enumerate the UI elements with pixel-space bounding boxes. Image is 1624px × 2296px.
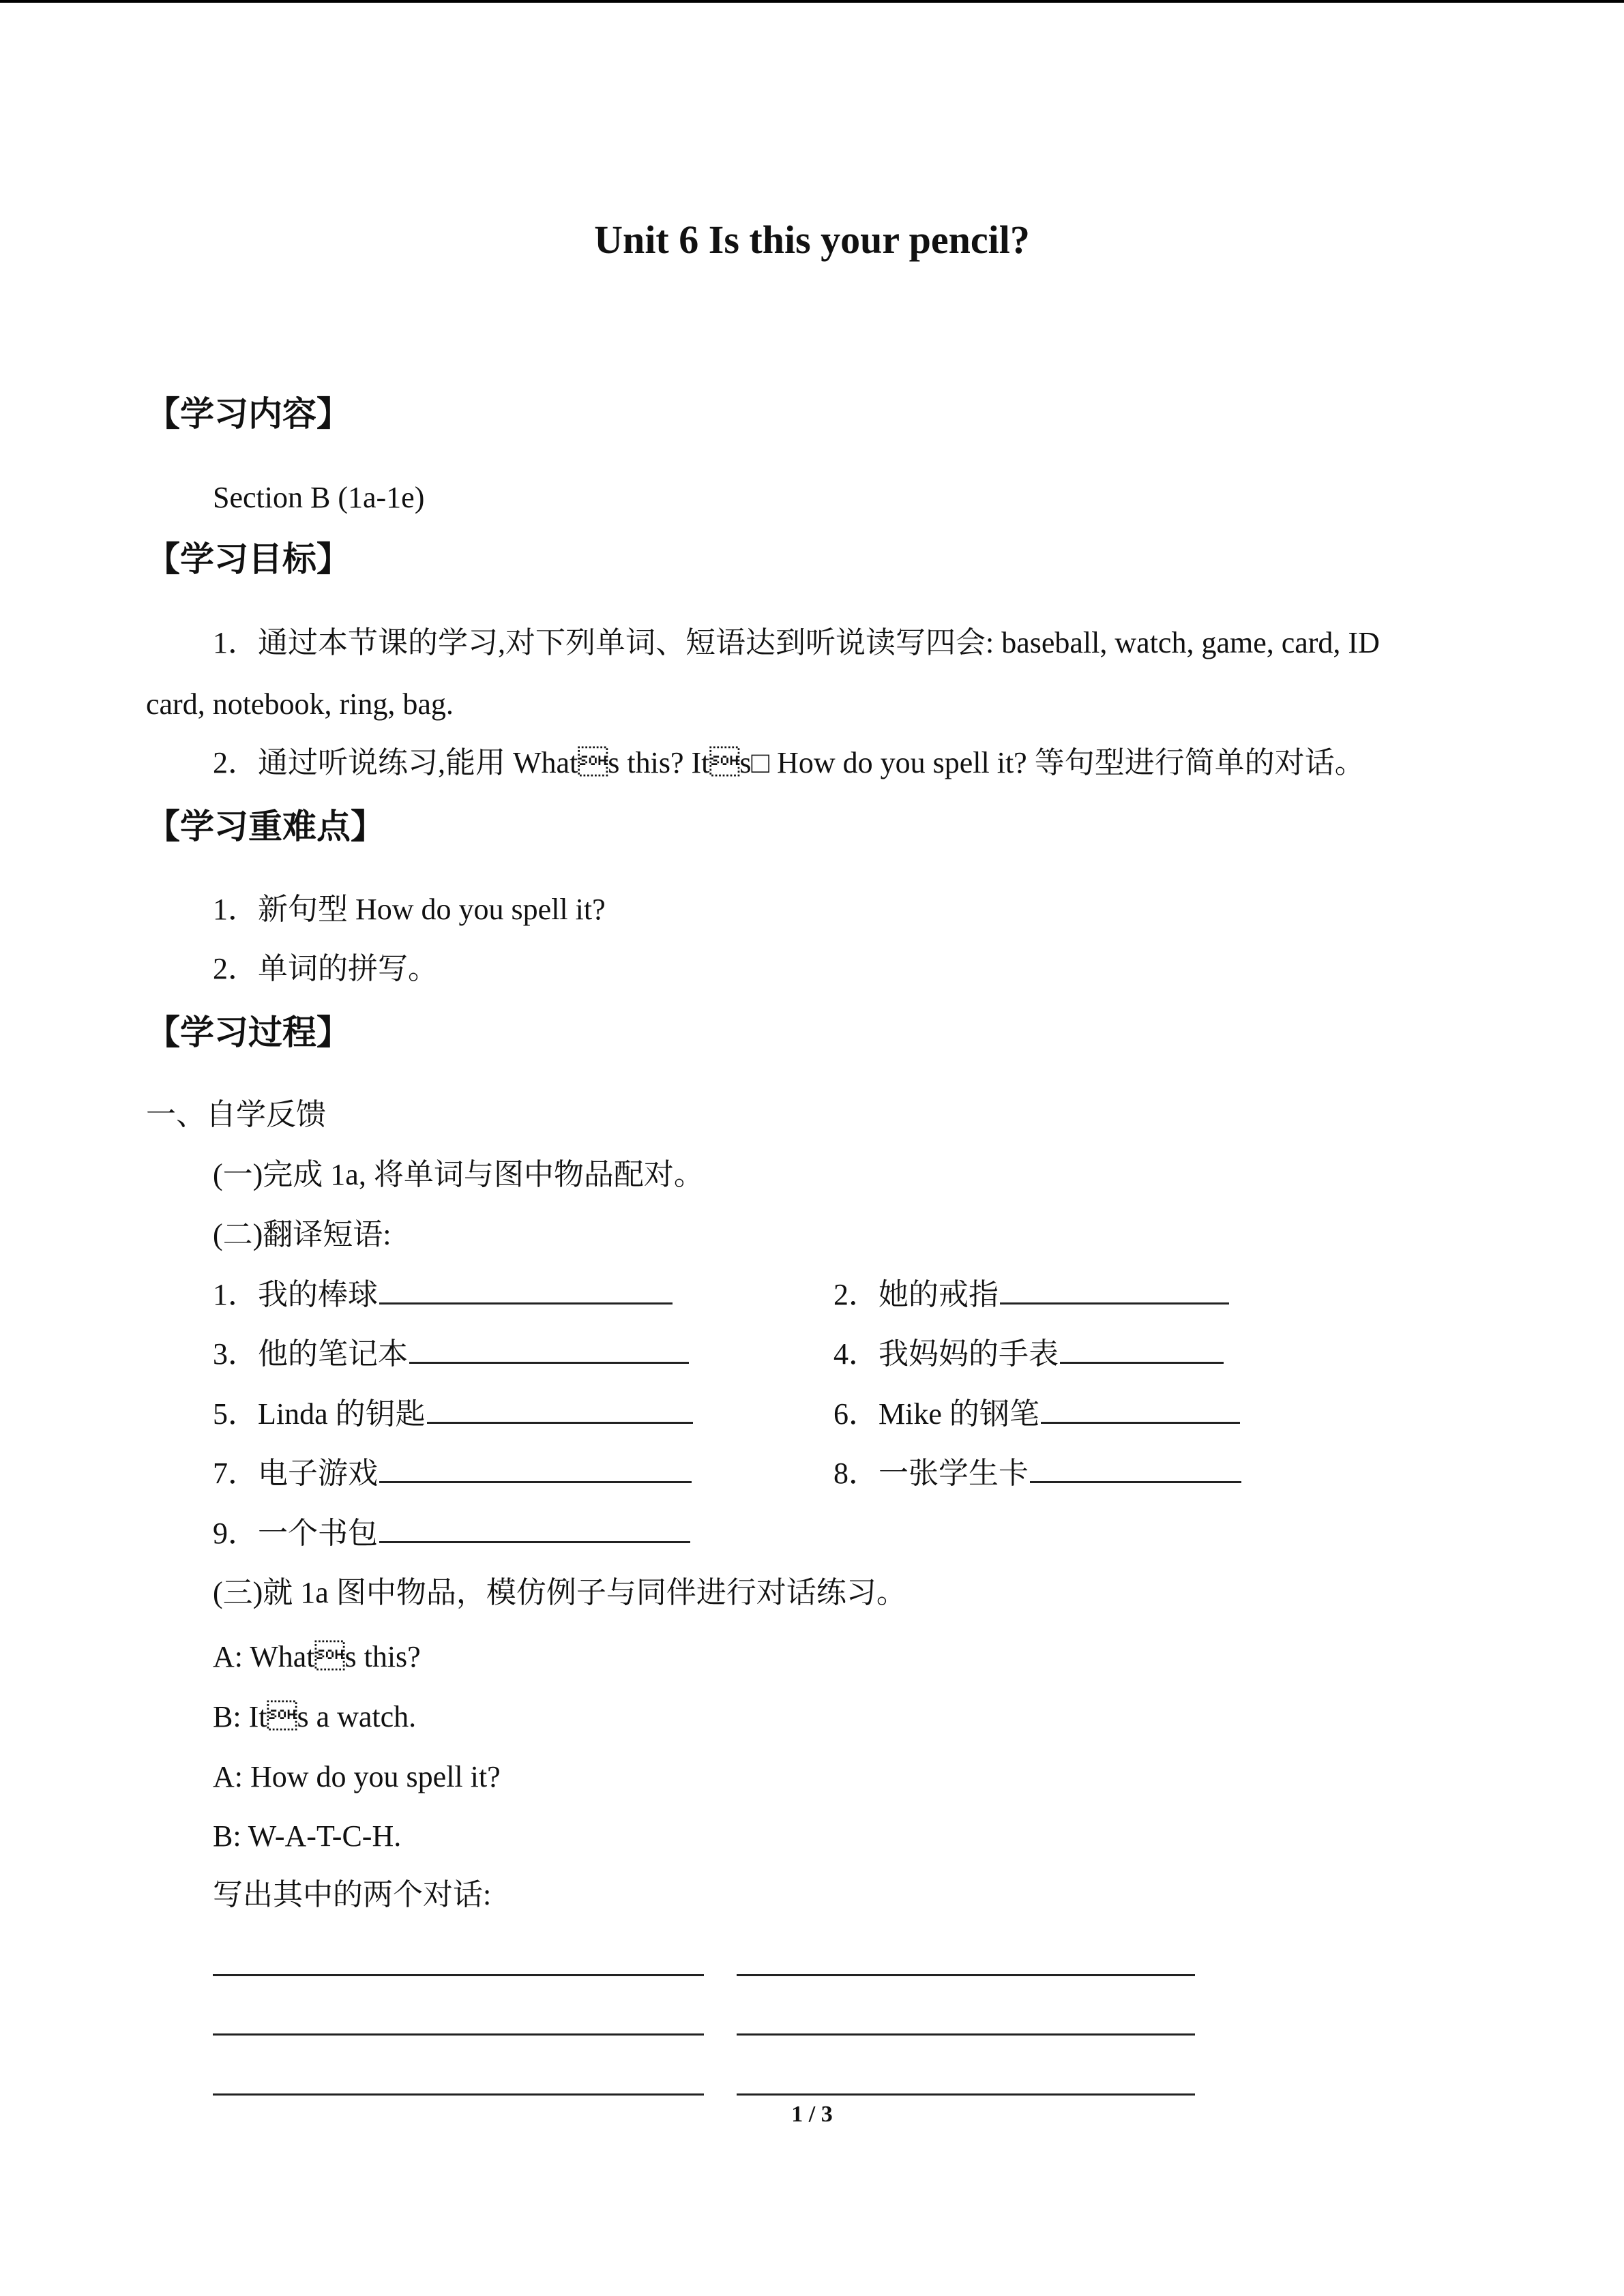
key-point-1: 1．新句型 How do you spell it? bbox=[213, 893, 606, 926]
answer-blank[interactable] bbox=[427, 1395, 693, 1424]
answer-blank[interactable] bbox=[1000, 1275, 1229, 1304]
writing-line[interactable] bbox=[737, 1974, 1195, 1976]
answer-blank[interactable] bbox=[379, 1454, 692, 1483]
writing-line[interactable] bbox=[213, 2093, 704, 2096]
writing-line[interactable] bbox=[213, 1974, 704, 1976]
dialog-line: A: How do you spell it? bbox=[213, 1760, 501, 1793]
dialog-line: B: Its a watch. bbox=[213, 1700, 417, 1733]
goal-1-line-2: card, notebook, ring, bag. bbox=[146, 687, 454, 721]
page-title: Unit 6 Is this your pencil? bbox=[594, 218, 1030, 262]
writing-line[interactable] bbox=[737, 2033, 1195, 2036]
dialog-line: A: Whats this? bbox=[213, 1640, 421, 1673]
section-heading-process: 【学习过程】 bbox=[146, 1013, 351, 1052]
section-heading-key-points: 【学习重难点】 bbox=[146, 807, 385, 846]
page-number: 1 / 3 bbox=[791, 2102, 833, 2127]
answer-blank[interactable] bbox=[409, 1335, 689, 1364]
answer-blank[interactable] bbox=[1041, 1395, 1240, 1424]
answer-blank[interactable] bbox=[1060, 1335, 1224, 1364]
answer-blank[interactable] bbox=[1030, 1454, 1241, 1483]
phrase-item: 8．一张学生卡 bbox=[833, 1452, 1241, 1495]
phrase-item: 5．Linda 的钥匙 bbox=[213, 1393, 693, 1435]
writing-line[interactable] bbox=[213, 2033, 704, 2036]
dialog-line: B: W-A-T-C-H. bbox=[213, 1819, 402, 1853]
part-1-heading: 一、自学反馈 bbox=[146, 1098, 326, 1131]
answer-blank[interactable] bbox=[379, 1275, 673, 1304]
key-point-2: 2．单词的拼写。 bbox=[213, 952, 438, 985]
answer-blank[interactable] bbox=[379, 1514, 690, 1543]
goal-1-line-1: 1．通过本节课的学习,对下列单词、短语达到听说读写四会: baseball, watch, game, card, ID bbox=[213, 626, 1380, 659]
task-3: (三)就 1a 图中物品，模仿例子与同伴进行对话练习。 bbox=[213, 1576, 906, 1609]
phrase-item: 6．Mike 的钢笔 bbox=[833, 1393, 1240, 1435]
top-border bbox=[0, 0, 1624, 3]
task-1: (一)完成 1a, 将单词与图中物品配对。 bbox=[213, 1158, 704, 1191]
task-2: (二)翻译短语: bbox=[213, 1218, 392, 1251]
section-heading-content: 【学习内容】 bbox=[146, 395, 351, 433]
writing-line[interactable] bbox=[737, 2093, 1195, 2096]
phrase-item: 1．我的棒球 bbox=[213, 1274, 673, 1316]
write-prompt: 写出其中的两个对话: bbox=[213, 1878, 492, 1911]
phrase-item: 9．一个书包 bbox=[213, 1512, 690, 1555]
phrase-item: 7．电子游戏 bbox=[213, 1452, 692, 1495]
goal-2: 2．通过听说练习,能用 Whats this? Its□ How do you spell it? 等句型进行简单的对话。 bbox=[213, 746, 1365, 779]
section-heading-goals: 【学习目标】 bbox=[146, 540, 351, 578]
phrase-item: 2．她的戒指 bbox=[833, 1274, 1229, 1316]
content-text: Section B (1a-1e) bbox=[213, 481, 425, 514]
phrase-item: 4．我妈妈的手表 bbox=[833, 1333, 1224, 1375]
phrase-item: 3．他的笔记本 bbox=[213, 1333, 689, 1375]
